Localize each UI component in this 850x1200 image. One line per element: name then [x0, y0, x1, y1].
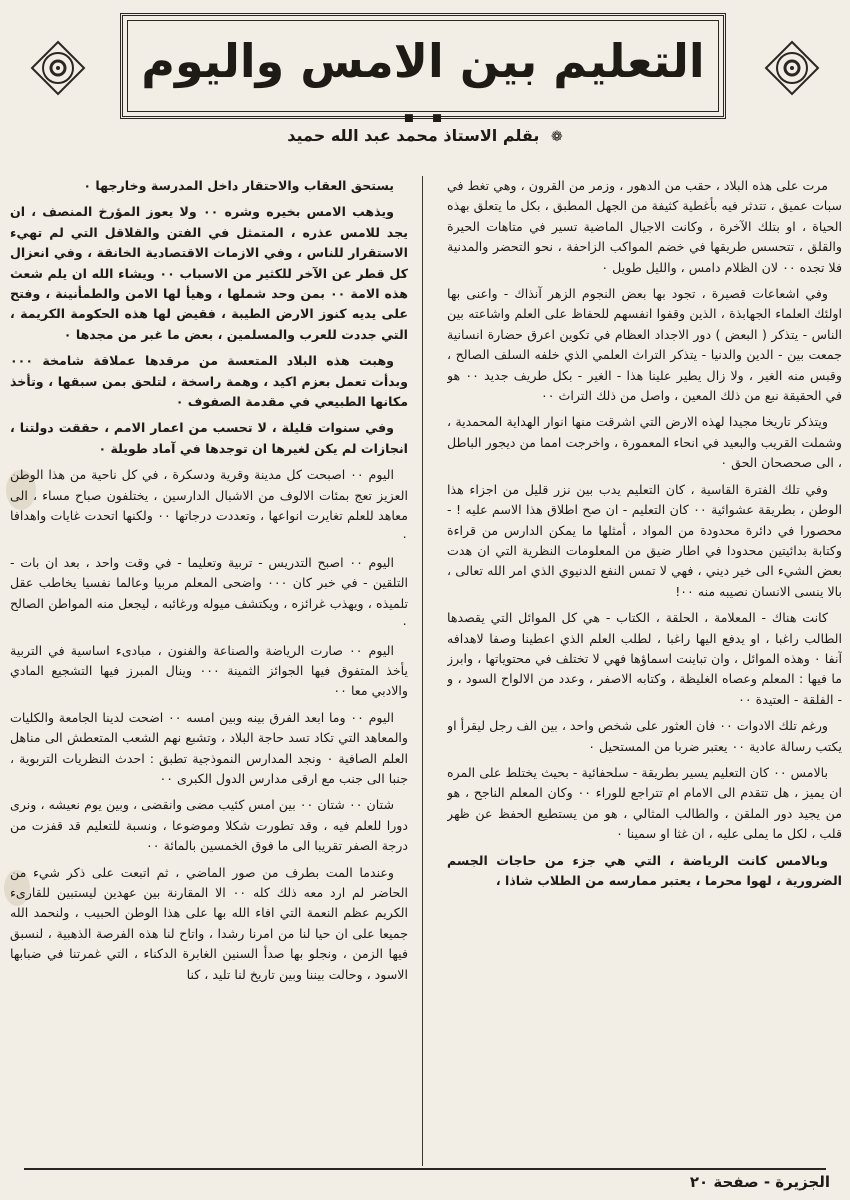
- ornament-left-icon: [28, 38, 88, 98]
- paragraph: مرت على هذه البلاد ، حقب من الدهور ، وزمر من القرون ، وهي تغط في سبات عميق ، تتدثر فيه بأغطية كثيفة من الجهل المطبق ، بكل ما يتعلق بهذه الحياة ، او بتلك الآخرة ، وكانت الاجيال الماضية تسير في متاهات الحيرة والقلق ، تتحسس طريقها في خضم المواكب الزاحفة ، نحو التحضر والمدنية فلا تجده ٠٠ لان الظلام دامس ، والليل طويل ٠: [447, 178, 842, 275]
- star-ornament-icon: ❁: [551, 129, 563, 145]
- paragraph: بالامس ٠٠ كان التعليم يسير بطريقة - سلحفائية - بحيث يختلط على المره ان يميز ، هل تتقدم الى الامام ام تتراجع للوراء ٠٠ وكان المعلم الناجح ، هو من يجيد دور الملقن ، والطالب المثالي ، هو من يستطيع الحفظ عن ظهر قلب ، لكل ما يملى عليه ، ان غثا او سمينا ٠: [447, 764, 842, 842]
- paragraph: اليوم ٠٠ اصبح التدريس - تربية وتعليما - في وقت واحد ، بعد ان بات - التلقين - في خبر كان ٠٠٠ واضحى المعلم مربيا وعالما نفسيا يخاطب عقل تلميذه ، ويهذب غرائزه ، ويكتشف ميوله ورغائبه ، ليجعل منه المواطن الصالح ٠: [10, 554, 408, 632]
- article-column-right: [447, 176, 842, 1166]
- paragraph: ويتذكر تاريخا مجيدا لهذه الارض التي اشرقت منها انوار الهداية المحمدية ، وشملت القريب والبعيد في انحاء المعمورة ، واخرجت امما من ديجور الباطل ، الى صحصحان الحق ٠: [447, 414, 842, 471]
- paragraph: اليوم ٠٠ صارت الرياضة والصناعة والفنون ، مبادىء اساسية في التربية يأخذ المتفوق فيها الجوائز الثمينة ٠٠٠ وينال المبرز فيها التشجيع المادي والادبي معا ٠٠: [10, 642, 408, 699]
- article-column-left: [10, 176, 408, 1166]
- paragraph: اليوم ٠٠ وما ابعد الفرق بينه وبين امسه ٠٠ اضحت لدينا الجامعة والكليات والمعاهد التي تكاد تسد حاجة البلاد ، وتشبع نهم الشعب المتعطش الى مناهل العلم الصافية ٠ ونجد المدارس النموذجية تطبق : احدث النظريات التربوية ، جنبا الى جنب مع ارقى مدارس الدول الكبرى ٠٠: [10, 709, 408, 786]
- paragraph: اليوم ٠٠ اصبحت كل مدينة وقرية ودسكرة ، في كل ناحية من هذا الوطن العزيز تعج بمئات الالوف من الاشبال الدارسين ، يختلفون صباح مساء ، الى معاهد للعلم تغايرت انواعها ، وتعددت درجاتها ٠٠ ولكنها اتحدت غايات واهدافا ٠: [10, 467, 408, 544]
- paragraph: ورغم تلك الادوات ٠٠ فان العثور على شخص واحد ، بين الف رجل ليقرأ او يكتب رسالة عادية ٠٠ يعتبر ضربا من المستحيل ٠: [447, 718, 842, 754]
- paragraph: شتان ٠٠ شتان ٠٠ بين امس كئيب مضى وانقضى ، وبين يوم نعيشه ، ونرى دورا للعلم فيه ، وقد تطورت شكلا وموضوعا ، ونسبة للتعليم قد قفزت من درجة الصفر تقريبا الى ما فوق الخمسين بالمائة ٠٠: [10, 797, 408, 854]
- paragraph: وفي تلك الفترة القاسية ، كان التعليم يدب بين نزر قليل من اجزاء هذا الوطن ، بطريقة عشوائية ٠٠ كان التعليم - ان صح اطلاق هذا الاسم عليه ! - محصورا في دائرة محدودة من المواد ، أمثلها ما يمكن الدارس من قراءة وكتابة بدائيتين محدودا في اطار ضيق من المعلومات النظرية التي ان هدت بعض الشيء الى خير ديني ، فهي لا تمس النفع الدنيوي الذي امر الله تعالى ، بالا ينسى الانسان نصيبه منه ٠٠!: [447, 481, 842, 599]
- paragraph: ويذهب الامس بخيره وشره ٠٠ ولا يعوز المؤرخ المنصف ، ان يجد للامس عذره ، المتمثل في الفتن والقلاقل التي لم تهيء الاستقرار للناس ، وفي الازمات الاقتصادية الخانقة ، وفي انعزال كل قطر عن الآخر للكثير من الاسباب ٠٠ ويشاء الله ان يلم شعث هذه الامة ٠٠ بمن وحد شملها ، وهيأ لها الامن والطمأنينة ، وفتح على يديه كنوز الارض الطيبة ، فقيض لها هذه الحكومة الكريمة ، التي جددت للعرب والمسلمين ، بعض ما غبر من مجدها ٠: [10, 204, 408, 342]
- paragraph: وبالامس كانت الرياضة ، التي هي جزء من حاجات الجسم الضرورية ، لهوا محرما ، يعتبر ممارسه من الطلاب شاذا ،: [447, 852, 842, 888]
- paragraph: وفي سنوات قليلة ، لا تحسب من اعمار الامم ، حققت دولتنا ، انجازات لم يكن لغيرها ان توجدها في آماد طويلة ٠: [10, 420, 408, 456]
- paragraph: يستحق العقاب والاحتقار داخل المدرسة وخارجها ٠: [83, 178, 394, 193]
- column-divider: [422, 176, 423, 1166]
- paragraph: وفي اشعاعات قصيرة ، تجود بها بعض النجوم الزهر آنذاك - واعنى بها اولئك العلماء الجهابذة ، الذين وقفوا انفسهم للحفاظ على العلم واشاعته بين الناس - يتذكر ( البعض ) دور الاجداد العظام في تكوين اعرق حضارة انسانية جمعت بين - الدين والدنيا - يتذكر التراث العلمي الذي خلفه السلف الصالح ، وقبس منه الغير ، ولا زال يطير علينا هذا - الغير - بكل طريف جديد ٠٠ هو في الحقيقة نبع من ذلك المعين ، واصل من ذلك التراث ٠٠: [447, 286, 842, 404]
- ornament-right-icon: [762, 38, 822, 98]
- paragraph: وهبت هذه البلاد المتعسة من مرقدها عملاقة شامخة ٠٠٠ وبدأت تعمل بعزم اكيد ، وهمة راسخة ، لتلحق بمن سبقها ، وتأخذ مكانها الطبيعي في مقدمة الصفوف ٠: [10, 353, 408, 410]
- paragraph: كانت هناك - المعلامة ، الحلقة ، الكتاب - هي كل الموائل التي يقصدها الطالب راغبا ، او يدفع اليها راغبا ، لطلب العلم الذي اعطينا وصفا لاهدافه آنفا ٠ وهذه الموائل ، وان تباينت اسماؤها فهي لا تختلف في محتوياتها ، وابرز ما فيها : المعلم وعصاه الغليظة ، وكتابه الاصفر ، وعدد من الالواح السود ، و - الفلقة - العتيدة ٠٠: [447, 610, 842, 707]
- byline-text: بقلم الاستاذ محمد عبد الله حميد: [287, 126, 540, 145]
- byline: [130, 126, 720, 145]
- page-footer: الجزيرة - صفحة ٢٠: [689, 1173, 830, 1191]
- footer-divider: [24, 1168, 826, 1170]
- paragraph: وعندما المت بطرف من صور الماضي ، ثم اتبعت على ذكر شيء من الحاضر لم ارد معه ذلك كله ٠٠ الا المقارنة بين عهدين ليستبين للقارىء الكريم عظم النعمة التي افاء الله بها على هذا الوطن الحبيب ، ولنحمد الله جميعا على ان حيا لنا من امرنا رشدا ، واتاح لنا هذه الفرصة الذهبية ، لنسبق فيها الزمن ، ونجلو بها صدأ السنين الغابرة الدكناء ، التي غمرتنا في ضبابها الاسود ، وحالت بيننا وبين تاريخ لنا تليد ، كنا: [10, 864, 408, 982]
- article-title: التعليم بين الامس واليوم ٠٠: [141, 34, 705, 142]
